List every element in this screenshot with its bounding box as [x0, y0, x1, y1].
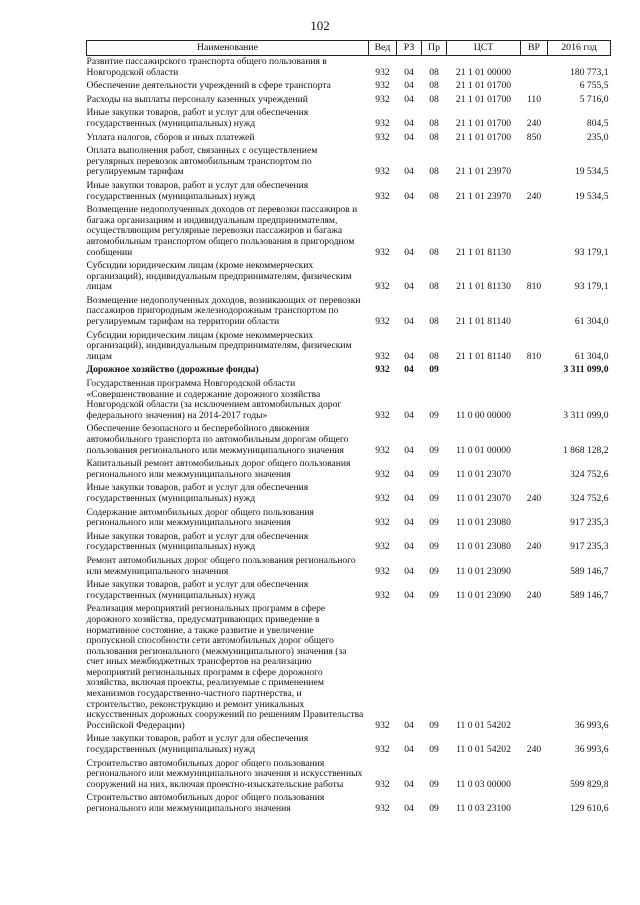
row-name: Реализация мероприятий региональных программ в сфере дорожного хозяйства, предусматривающих приведение в нормативное состояние, а также развитие и увеличение пропускной способности сети автомобильных дорог общего пользования регионального (межмуниципального) значения (за счет иных межбюджетных трансфертов на реализацию мероприятий региональных программ в сфере дорожного хозяйства, включая проекты, реализуемые с применением механизмов государственно-частного партнерства, и строительство, реконструкцию и ремонт уникальных искусственных дорожных сооружений по решениям Правительства Российской Федерации) [86, 603, 364, 731]
row-vr: 810 [526, 350, 542, 362]
row-rz: 04 [404, 589, 414, 601]
header-name: Наименование [87, 41, 369, 56]
table-row [87, 758, 611, 793]
row-sum: 589 146,7 [570, 565, 609, 577]
table-row [87, 458, 611, 482]
row-rz: 04 [404, 364, 414, 376]
row-cst: 11 0 01 23070 [456, 468, 511, 480]
row-name: Обеспечение деятельности учреждений в сфере транспорта [86, 80, 331, 92]
row-cst: 21 1 01 01700 [455, 80, 512, 92]
row-cst: 21 1 01 23970 [455, 166, 512, 178]
row-cst: 11 0 03 00000 [456, 778, 511, 790]
row-pr: 09 [429, 778, 439, 790]
row-ved: 932 [375, 364, 390, 376]
row-name: Строительство автомобильных дорог общего пользования регионального или межмуниципального значения и искусственных сооружений на них, включая проектно-изыскательские работы [86, 757, 363, 790]
row-pr: 09 [429, 565, 439, 577]
row-cst: 21 1 01 23970 [455, 190, 512, 202]
row-ved: 932 [375, 93, 390, 105]
table-row [87, 330, 611, 365]
row-sum: 804,5 [586, 117, 609, 129]
row-rz: 04 [404, 66, 414, 78]
row-cst: 21 1 01 00000 [455, 66, 512, 78]
row-sum: 93 179,1 [574, 246, 609, 258]
table-row [87, 56, 611, 81]
row-vr: 240 [526, 744, 542, 756]
row-pr: 09 [429, 409, 439, 421]
row-sum: 917 235,3 [570, 517, 609, 529]
row-rz: 04 [404, 778, 414, 790]
row-cst: 11 0 03 23100 [456, 803, 511, 814]
row-rz: 04 [404, 719, 414, 731]
row-name: Содержание автомобильных дорог общего пользования регионального или межмуниципального значения [86, 506, 314, 529]
row-vr [521, 458, 548, 482]
row-vr [521, 204, 548, 260]
row-cst: 21 1 01 81140 [456, 350, 511, 362]
row-name: Развитие пассажирского транспорта общего пользования в Новгородской области [86, 56, 327, 78]
table-row [87, 482, 611, 506]
row-name: Капитальный ремонт автомобильных дорог общего пользования регионального или межмуниципального значения [86, 458, 351, 480]
row-sum: 129 610,6 [570, 803, 609, 814]
row-vr [521, 378, 548, 423]
row-name: Возмещение недополученных доходов, возникающих от перевозки пассажиров пригородным железнодорожным транспортом по регулируемым тарифам на территории области [86, 294, 361, 328]
row-name: Возмещение недополученных доходов от перевозки пассажиров и багажа организациям и индивидуальным предпринимателям, осуществляющим регулярные перевозки пассажиров и багажа автомобильным транспортом общего пользования в пригородном сообщении [86, 204, 358, 258]
row-sum: 6 755,5 [579, 80, 609, 92]
table-row [87, 531, 611, 555]
row-ved: 932 [375, 541, 390, 553]
table-row [87, 80, 611, 94]
row-rz: 04 [404, 350, 414, 362]
row-ved: 932 [375, 444, 390, 456]
header-ved: Вед [369, 41, 397, 56]
table-row [87, 423, 611, 458]
row-pr: 09 [429, 517, 439, 529]
row-sum: 93 179,1 [574, 281, 609, 293]
row-ved: 932 [375, 778, 390, 790]
row-vr: 240 [526, 190, 542, 202]
table-row [87, 364, 611, 378]
row-ved: 932 [375, 80, 390, 92]
row-ved: 932 [375, 66, 390, 78]
row-ved: 932 [375, 492, 390, 504]
table-row [87, 378, 611, 423]
row-pr: 08 [429, 246, 439, 258]
row-sum: 180 773,1 [570, 66, 609, 78]
row-ved: 932 [375, 281, 390, 293]
row-sum: 19 534,5 [574, 190, 609, 202]
row-name: Иные закупки товаров, работ и услуг для обеспечения государственных (муниципальных) нужд [86, 179, 309, 202]
row-ved: 932 [375, 409, 390, 421]
row-cst: 11 0 01 23080 [456, 541, 511, 553]
row-ved: 932 [375, 131, 390, 143]
row-cst: 11 0 01 00000 [456, 444, 511, 456]
row-name: Субсидии юридическим лицам (кроме некоммерческих организаций), индивидуальным предпринимателям, физическим лицам [86, 260, 352, 293]
table-row [87, 792, 611, 816]
row-vr [521, 295, 548, 330]
table-row [87, 107, 611, 131]
row-pr: 09 [429, 364, 439, 376]
table-header [87, 41, 611, 56]
table-row [87, 603, 611, 733]
row-cst: 21 1 01 81130 [456, 246, 511, 258]
row-rz: 04 [404, 744, 414, 756]
row-sum: 36 993,6 [574, 744, 609, 756]
row-ved: 932 [375, 117, 390, 129]
row-pr: 08 [429, 190, 439, 202]
header-cst: ЦСТ [447, 41, 521, 56]
row-pr: 09 [429, 589, 439, 601]
row-pr: 09 [429, 444, 439, 456]
row-sum: 61 304,0 [574, 350, 609, 362]
row-vr [521, 792, 548, 816]
row-rz: 04 [404, 131, 414, 143]
row-pr: 08 [429, 281, 439, 293]
row-cst: 21 1 01 81140 [456, 316, 511, 328]
row-sum: 3 311 099,0 [563, 409, 609, 421]
row-ved: 932 [375, 246, 390, 258]
table-row [87, 733, 611, 757]
table-row [87, 579, 611, 603]
row-name: Строительство автомобильных дорог общего пользования регионального или межмуниципального значения [86, 792, 325, 814]
row-sum: 599 829,8 [570, 778, 609, 790]
row-pr: 08 [429, 350, 439, 362]
row-vr: 240 [526, 589, 542, 601]
row-sum: 917 235,3 [570, 541, 609, 553]
row-vr: 240 [526, 492, 542, 504]
row-ved: 932 [375, 166, 390, 178]
page-number: 102 [310, 18, 330, 33]
row-rz: 04 [404, 541, 414, 553]
row-pr: 09 [429, 468, 439, 480]
header-pr: Пр [422, 41, 447, 56]
row-rz: 04 [404, 80, 414, 92]
row-cst: 11 0 01 23070 [456, 492, 511, 504]
row-name: Субсидии юридическим лицам (кроме некоммерческих организаций), индивидуальным предпринимателям, физическим лицам [86, 329, 352, 362]
row-rz: 04 [404, 803, 414, 814]
row-vr: 850 [526, 131, 542, 143]
row-cst: 11 0 01 23080 [456, 517, 511, 529]
row-rz: 04 [404, 468, 414, 480]
row-rz: 04 [404, 117, 414, 129]
header-sum: 2016 год [548, 41, 611, 56]
table-row [87, 94, 611, 108]
row-name: Оплата выполнения работ, связанных с осуществлением регулярных перевозок автомобильным транспортом по регулируемым тарифам [86, 145, 318, 178]
row-pr: 09 [429, 492, 439, 504]
row-sum: 5 716,0 [579, 93, 609, 105]
row-rz: 04 [404, 444, 414, 456]
row-vr [521, 145, 548, 180]
row-ved: 932 [375, 589, 390, 601]
row-cst [447, 364, 521, 378]
table-row [87, 132, 611, 146]
row-vr: 810 [526, 281, 542, 293]
row-pr: 09 [429, 719, 439, 731]
table-row [87, 180, 611, 204]
row-vr [521, 423, 548, 458]
table-row [87, 295, 611, 330]
row-rz: 04 [404, 316, 414, 328]
row-name: Обеспечение безопасного и бесперебойного движения автомобильного транспорта по автомобильным дорогам общего пользования регионального или межмуниципального значения [86, 423, 349, 456]
table-row [87, 260, 611, 295]
row-cst: 21 1 01 01700 [455, 117, 512, 129]
row-pr: 08 [429, 166, 439, 178]
row-vr: 240 [526, 117, 542, 129]
row-sum: 324 752,6 [570, 492, 609, 504]
row-ved: 932 [375, 190, 390, 202]
row-sum: 589 146,7 [570, 589, 609, 601]
row-rz: 04 [404, 492, 414, 504]
row-vr [521, 758, 548, 793]
row-vr [521, 80, 548, 94]
row-sum: 19 534,5 [574, 166, 609, 178]
row-ved: 932 [375, 517, 390, 529]
row-rz: 04 [404, 565, 414, 577]
row-name: Иные закупки товаров, работ и услуг для обеспечения государственных (муниципальных) нужд [86, 107, 309, 129]
table-row [87, 555, 611, 579]
row-cst: 11 0 01 23090 [456, 565, 511, 577]
row-vr [521, 56, 548, 81]
row-sum: 36 993,6 [574, 719, 609, 731]
table-body [87, 56, 611, 817]
row-cst: 11 0 01 54202 [456, 719, 511, 731]
row-name: Уплата налогов, сборов и иных платежей [86, 131, 255, 143]
row-cst: 21 1 01 81130 [456, 281, 511, 293]
row-sum: 324 752,6 [570, 468, 609, 480]
row-name: Иные закупки товаров, работ и услуг для обеспечения государственных (муниципальных) нужд [86, 733, 309, 756]
row-cst: 11 0 01 23090 [456, 589, 511, 601]
row-pr: 08 [429, 80, 439, 92]
row-rz: 04 [404, 93, 414, 105]
row-pr: 08 [429, 117, 439, 129]
row-name: Иные закупки товаров, работ и услуг для обеспечения государственных (муниципальных) нужд [86, 482, 309, 504]
row-cst: 21 1 01 01700 [455, 93, 512, 105]
row-cst: 11 0 00 00000 [456, 409, 511, 421]
row-vr [521, 364, 548, 378]
header-rz: РЗ [397, 41, 422, 56]
row-vr: 240 [526, 541, 542, 553]
row-name: Иные закупки товаров, работ и услуг для обеспечения государственных (муниципальных) нужд [86, 579, 309, 601]
row-pr: 09 [429, 541, 439, 553]
row-name: Иные закупки товаров, работ и услуг для обеспечения государственных (муниципальных) нужд [86, 530, 309, 553]
row-vr [521, 507, 548, 531]
row-ved: 932 [375, 468, 390, 480]
row-sum: 3 311 099,0 [563, 364, 609, 376]
row-pr: 08 [429, 131, 439, 143]
row-pr: 08 [429, 66, 439, 78]
row-cst: 11 0 01 54202 [456, 744, 511, 756]
row-ved: 932 [375, 719, 390, 731]
row-vr: 110 [526, 93, 542, 105]
row-pr: 08 [429, 93, 439, 105]
row-ved: 932 [375, 803, 390, 814]
row-sum: 1 868 128,2 [562, 444, 609, 456]
row-rz: 04 [404, 166, 414, 178]
row-name: Государственная программа Новгородской области «Совершенствование и содержание дорожного хозяйства Новгородской области (за исключением автомобильных дорог федерального значения) на 2014-2017 годы» [86, 378, 342, 421]
row-sum: 61 304,0 [574, 316, 609, 328]
row-rz: 04 [404, 190, 414, 202]
row-rz: 04 [404, 246, 414, 258]
budget-table [86, 40, 611, 817]
row-ved: 932 [375, 316, 390, 328]
row-vr [521, 603, 548, 733]
header-vr: ВР [521, 41, 548, 56]
row-name: Ремонт автомобильных дорог общего пользования регионального или межмуниципального значения [86, 554, 356, 577]
row-cst: 21 1 01 01700 [455, 131, 512, 143]
row-rz: 04 [404, 281, 414, 293]
row-rz: 04 [404, 517, 414, 529]
row-pr: 09 [429, 803, 439, 814]
row-ved: 932 [375, 744, 390, 756]
row-sum: 235,0 [586, 131, 609, 143]
table-row [87, 204, 611, 260]
table-row [87, 507, 611, 531]
row-ved: 932 [375, 565, 390, 577]
row-pr: 08 [429, 316, 439, 328]
table-row [87, 145, 611, 180]
row-rz: 04 [404, 409, 414, 421]
row-pr: 09 [429, 744, 439, 756]
row-name: Дорожное хозяйство (дорожные фонды) [86, 364, 259, 376]
row-ved: 932 [375, 350, 390, 362]
row-name: Расходы на выплаты персоналу казенных учреждений [86, 93, 308, 105]
row-vr [521, 555, 548, 579]
